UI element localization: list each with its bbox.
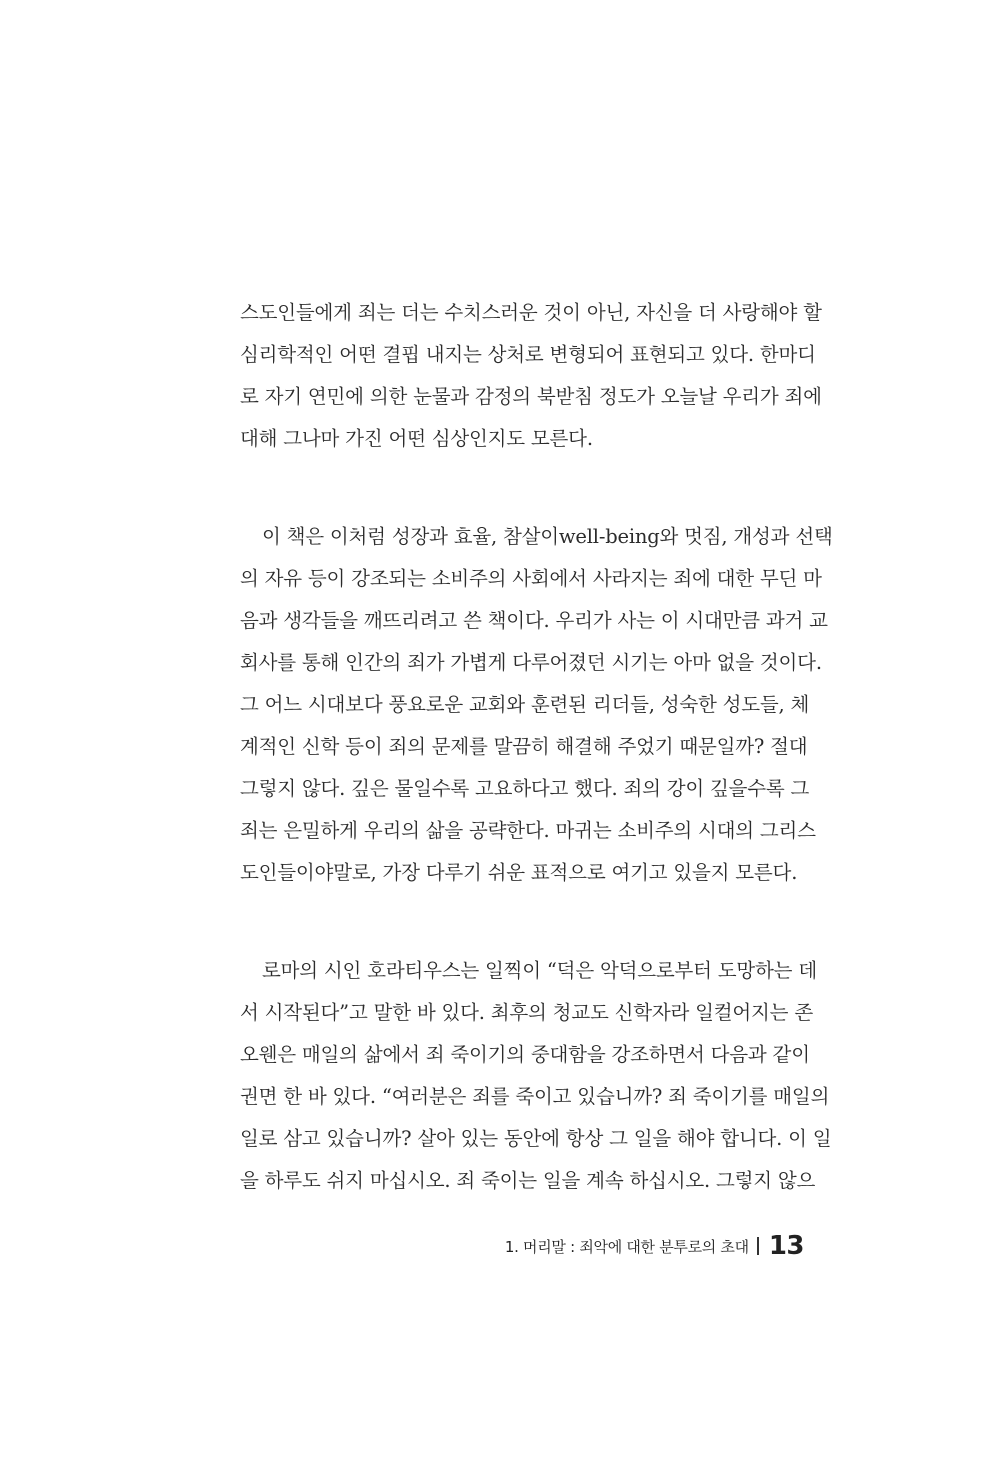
text-line: 스도인들에게 죄는 더는 수치스러운 것이 아닌, 자신을 더 사랑해야 할 (240, 301, 822, 324)
text-line: 회사를 통해 인간의 죄가 가볍게 다루어졌던 시기는 아마 없을 것이다. (240, 651, 822, 674)
page-footer (505, 1226, 804, 1266)
text-line: 음과 생각들을 깨뜨리려고 쓴 책이다. 우리가 사는 이 시대만큼 과거 교 (240, 609, 828, 632)
text-line: 로마의 시인 호라티우스는 일찍이 “덕은 악덕으로부터 도망하는 데 (262, 959, 817, 982)
page-number: 13 (768, 1231, 804, 1261)
text-line: 그 어느 시대보다 풍요로운 교회와 훈련된 리더들, 성숙한 성도들, 체 (240, 693, 810, 716)
text-line: 을 하루도 쉬지 마십시오. 죄 죽이는 일을 계속 하십시오. 그렇지 않으 (240, 1169, 816, 1192)
text-line: 심리학적인 어떤 결핍 내지는 상처로 변형되어 표현되고 있다. 한마디 (240, 343, 816, 366)
text-line: 이 책은 이처럼 성장과 효율, 참살이well-being와 멋짐, 개성과 선택 (262, 525, 833, 548)
body-text (240, 292, 833, 1258)
text-line: 의 자유 등이 강조되는 소비주의 사회에서 사라지는 죄에 대한 무딘 마 (240, 567, 822, 590)
text-line: 그렇지 않다. 깊은 물일수록 고요하다고 했다. 죄의 강이 깊을수록 그 (240, 777, 810, 800)
footer-divider (757, 1237, 759, 1255)
paragraph-1 (240, 292, 822, 460)
text-line: 죄는 은밀하게 우리의 삶을 공략한다. 마귀는 소비주의 시대의 그리스 (240, 819, 816, 842)
text-line: 계적인 신학 등이 죄의 문제를 말끔히 해결해 주었기 때문일까? 절대 (240, 735, 808, 758)
text-line: 오웬은 매일의 삶에서 죄 죽이기의 중대함을 강조하면서 다음과 같이 (240, 1043, 810, 1066)
paragraph-2 (240, 516, 833, 894)
text-line: 로 자기 연민에 의한 눈물과 감정의 북받침 정도가 오늘날 우리가 죄에 (240, 385, 822, 408)
text-line: 서 시작된다”고 말한 바 있다. 최후의 청교도 신학자라 일컬어지는 존 (240, 1001, 813, 1024)
text-line: 대해 그나마 가진 어떤 심상인지도 모른다. (240, 427, 593, 450)
text-line: 도인들이야말로, 가장 다루기 쉬운 표적으로 여기고 있을지 모른다. (240, 861, 798, 884)
running-title: 1. 머리말 : 죄악에 대한 분투로의 초대 (504, 1237, 749, 1256)
text-line: 일로 삼고 있습니까? 살아 있는 동안에 항상 그 일을 해야 합니다. 이 일 (240, 1127, 832, 1150)
text-line: 권면 한 바 있다. “여러분은 죄를 죽이고 있습니까? 죄 죽이기를 매일의 (240, 1085, 830, 1108)
paragraph-3 (240, 950, 832, 1202)
